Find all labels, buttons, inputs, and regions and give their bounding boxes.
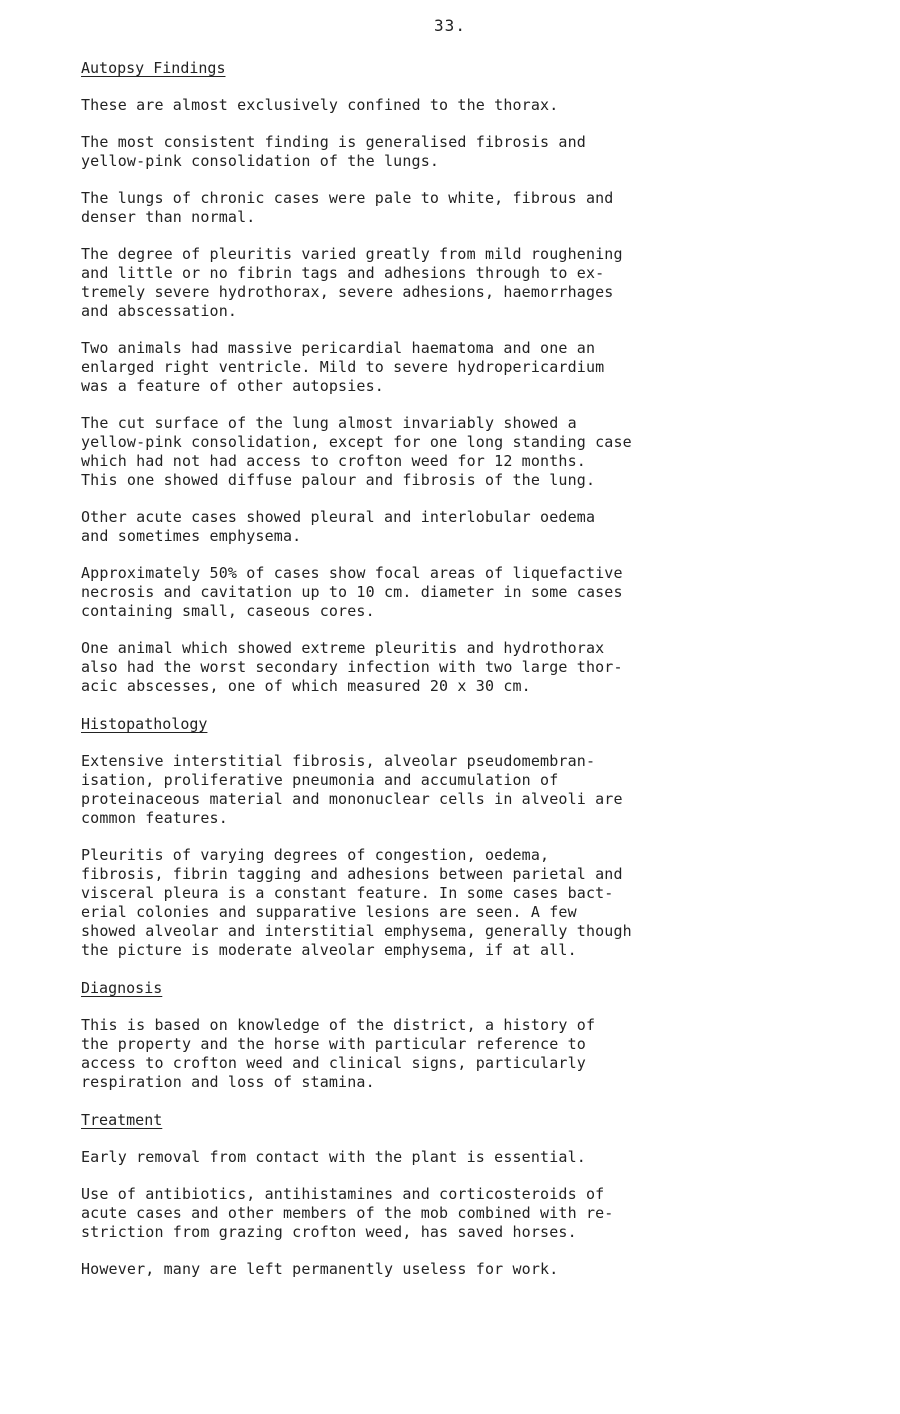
paragraph: Approximately 50% of cases show focal areas of liquefactive necrosis and cavitation up to 10 cm. diameter in some cases containing small, caseous cores. [81,564,623,620]
paragraph: Use of antibiotics, antihistamines and corticosteroids of acute cases and other members of the mob combined with re- striction from grazing crofton weed, has saved horses. [81,1185,614,1241]
section-heading-diagnosis: Diagnosis [81,979,163,997]
paragraph: Extensive interstitial fibrosis, alveolar pseudomembran- isation, proliferative pneumonia and accumulation of proteinaceous material and mononuclear cells in alveoli are common features. [81,752,623,827]
section-heading-treatment: Treatment [81,1111,163,1129]
paragraph: The lungs of chronic cases were pale to white, fibrous and denser than normal. [81,189,614,226]
document-body [81,58,781,1297]
section-heading-autopsy-findings: Autopsy Findings [81,59,226,77]
section-heading-histopathology: Histopathology [81,715,208,733]
paragraph: These are almost exclusively confined to the thorax. [81,96,559,114]
paragraph: Pleuritis of varying degrees of congestion, oedema, fibrosis, fibrin tagging and adhesions between parietal and visceral pleura is a constant feature. In some cases bact- erial colonies and supparative lesions are seen. A few showed alveolar and interstitial emphysema, generally though the picture is moderate alveolar emphysema, if at all. [81,846,632,959]
paragraph: The most consistent finding is generalised fibrosis and yellow-pink consolidation of the lungs. [81,133,586,170]
paragraph: This is based on knowledge of the district, a history of the property and the horse with particular reference to access to crofton weed and clinical signs, particularly respiration and loss of stamina. [81,1016,596,1091]
paragraph: Early removal from contact with the plant is essential. [81,1148,586,1166]
paragraph: The cut surface of the lung almost invariably showed a yellow-pink consolidation, except for one long standing case which had not had access to crofton weed for 12 months. This one showed diffuse palour and fibrosis of the lung. [81,414,632,489]
paragraph: However, many are left permanently useless for work. [81,1260,559,1278]
paragraph: One animal which showed extreme pleuritis and hydrothorax also had the worst secondary infection with two large thor- acic abscesses, one of which measured 20 x 30 cm. [81,639,623,695]
page-number: 33. [434,16,466,35]
paragraph: Other acute cases showed pleural and interlobular oedema and sometimes emphysema. [81,508,596,545]
paragraph: The degree of pleuritis varied greatly from mild roughening and little or no fibrin tags and adhesions through to ex- tremely severe hydrothorax, severe adhesions, haemorrhages and abscessation. [81,245,623,320]
paragraph: Two animals had massive pericardial haematoma and one an enlarged right ventricle. Mild to severe hydropericardium was a feature of other autopsies. [81,339,605,395]
